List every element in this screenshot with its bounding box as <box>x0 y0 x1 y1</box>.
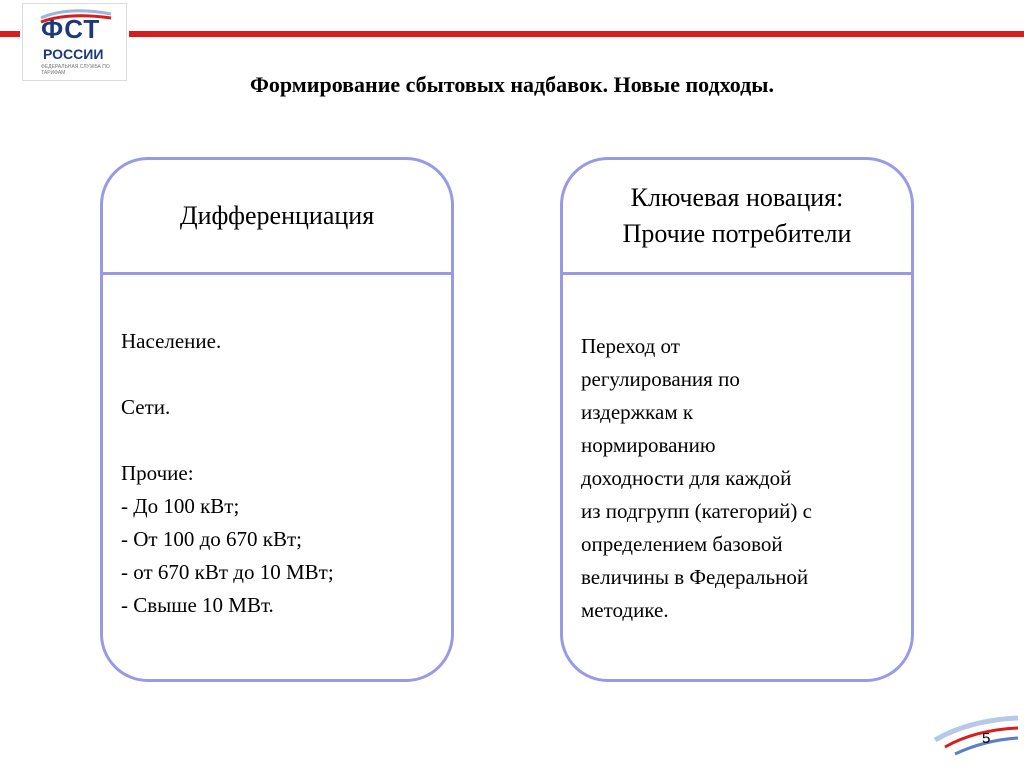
swoosh-decoration-icon <box>930 700 1020 760</box>
body-line: Сети. <box>121 395 171 419</box>
body-line: издержкам к <box>581 400 694 424</box>
panel-body <box>581 330 897 627</box>
panel-header-text: Ключевая новация: <box>630 183 844 212</box>
body-line: Прочие: <box>121 461 194 485</box>
header-red-line <box>129 31 1024 37</box>
body-line: величины в Федеральной <box>581 565 809 589</box>
logo-text-rossii: РОССИИ <box>43 46 104 62</box>
body-line: - Свыше 10 МВт. <box>121 593 274 617</box>
body-line: методике. <box>581 598 669 622</box>
body-line: - от 670 кВт до 10 МВт; <box>121 560 334 584</box>
panel-header-text: Прочие потребители <box>622 219 852 248</box>
body-line: из подгрупп (категорий) с <box>581 499 812 523</box>
logo-text-fst: ФСТ <box>41 14 101 44</box>
slide-title: Формирование сбытовых надбавок. Новые подходы. <box>250 72 774 97</box>
panel-header-text: Дифференциация <box>179 201 375 230</box>
logo-subtitle: ФЕДЕРАЛЬНАЯ СЛУЖБА ПО ТАРИФАМ <box>41 64 110 76</box>
panel-key-innovation <box>560 157 914 682</box>
fst-logo <box>22 3 127 81</box>
body-line: нормированию <box>581 433 716 457</box>
panel-differentiation <box>100 157 454 682</box>
body-line: Население. <box>121 329 222 353</box>
panel-body <box>121 325 437 622</box>
body-line: доходности для каждой <box>581 466 792 490</box>
body-line: - До 100 кВт; <box>121 494 240 518</box>
panel-header <box>563 160 911 275</box>
panel-header <box>103 160 451 275</box>
body-line: регулирования по <box>581 367 740 391</box>
spacer <box>121 358 437 391</box>
page-number: 5 <box>982 730 991 747</box>
body-line: определением базовой <box>581 532 783 556</box>
header-red-line-left <box>0 31 20 37</box>
spacer <box>121 424 437 457</box>
body-line: - От 100 до 670 кВт; <box>121 527 302 551</box>
body-line: Переход от <box>581 334 680 358</box>
